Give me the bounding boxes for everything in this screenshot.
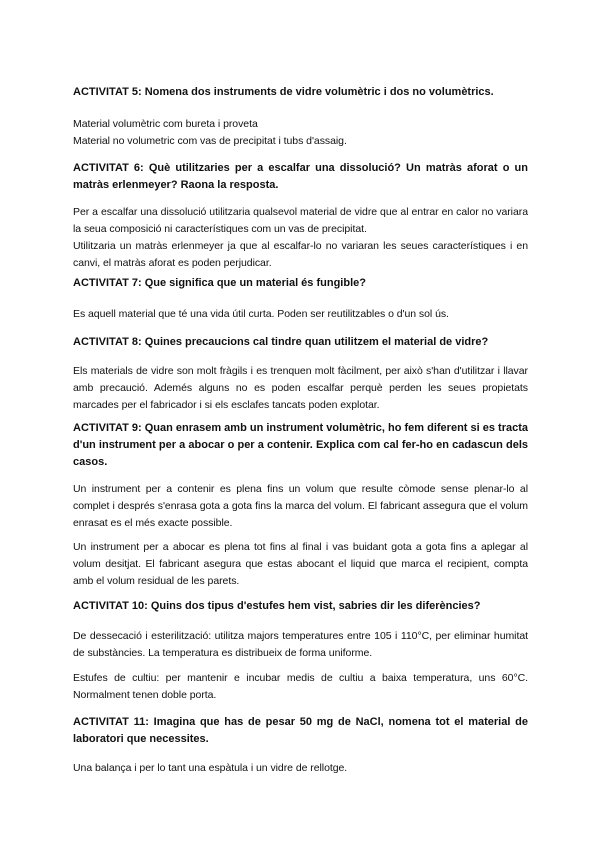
activity-5-heading: ACTIVITAT 5: Nomena dos instruments de vidre volumètric i dos no volumètrics. <box>73 86 494 98</box>
activity-10-answer-cultiu <box>73 670 528 704</box>
activity-11-answer <box>73 760 528 777</box>
answer-line: Els materials de vidre son molt fràgils i es trenquen molt fàcilment, per això s'han d'utilitzar i llavar amb precaució. Ademés alguns no es poden escalfar perquè perden les seues propietats marcades per el fabricador i si els esclafes tancats poden explotar. <box>73 365 528 411</box>
activity-8-heading: ACTIVITAT 8: Quines precaucions cal tindre quan utilitzem el material de vidre? <box>73 336 489 348</box>
activity-7-heading: ACTIVITAT 7: Que significa que un material és fungible? <box>73 277 366 289</box>
activity-11-heading: ACTIVITAT 11: Imagina que has de pesar 50 mg de NaCl, nomena tot el material de laboratori que necessites. <box>73 716 528 745</box>
activity-9-heading: ACTIVITAT 9: Quan enrasem amb un instrument volumètric, ho fem diferent si es tracta d'un instrument per a abocar o per a contenir. Explica com cal fer-ho en cadascun dels casos. <box>73 422 528 468</box>
activity-6-heading: ACTIVITAT 6: Què utilitzaries per a escalfar una dissolució? Un matràs aforat o un matràs erlenmeyer? Raona la resposta. <box>73 162 528 191</box>
answer-line: Estufes de cultiu: per mantenir e incubar medis de cultiu a baixa temperatura, uns 60°C. Normalment tenen doble porta. <box>73 672 528 701</box>
answer-line: Utilitzaria un matràs erlenmeyer ja que al escalfar-lo no variaran les seues característiques i en canvi, el matràs aforat es poden perjudicar. <box>73 240 528 269</box>
answer-line: Una balança i per lo tant una espàtula i un vidre de rellotge. <box>73 762 348 774</box>
answer-line: Material volumètric com bureta i proveta <box>73 118 258 130</box>
answer-line: Un instrument per a abocar es plena tot fins al final i vas buidant gota a gota fins a aplegar al volum desitjat. El fabricant asegura que estas abocant el liquid que marca el recipient, compta amb el volum residual de les parets. <box>73 541 528 587</box>
activity-5-answer <box>73 116 528 150</box>
activity-7-answer <box>73 306 528 323</box>
answer-line: Un instrument per a contenir es plena fins un volum que resulte còmode sense plenar-lo al complet i després s'enrasa gota a gota fins la marca del volum. El fabricant assegura que el volum enrasat es el més exacte possible. <box>73 483 528 529</box>
answer-line: Material no volumetric com vas de precipitat i tubs d'assaig. <box>73 135 347 147</box>
answer-line: Per a escalfar una dissolució utilitzaria qualsevol material de vidre que al entrar en calor no variara la seua composició ni característiques com un vas de precipitat. <box>73 206 528 235</box>
answer-line: Es aquell material que té una vida útil curta. Poden ser reutilitzables o d'un sol ús. <box>73 308 449 320</box>
activity-9-answer-abocar <box>73 539 528 590</box>
activity-8-answer <box>73 363 528 414</box>
activity-10-answer-dessecacio <box>73 628 528 662</box>
activity-9-answer-contenir <box>73 481 528 532</box>
activity-10-heading: ACTIVITAT 10: Quins dos tipus d'estufes hem vist, sabries dir les diferències? <box>73 600 481 612</box>
answer-line: De dessecació i esterilització: utilitza majors temperatures entre 105 i 110°C, per eliminar humitat de substàncies. La temperatura es distribueix de forma uniforme. <box>73 630 528 659</box>
activity-6-answer <box>73 204 528 272</box>
